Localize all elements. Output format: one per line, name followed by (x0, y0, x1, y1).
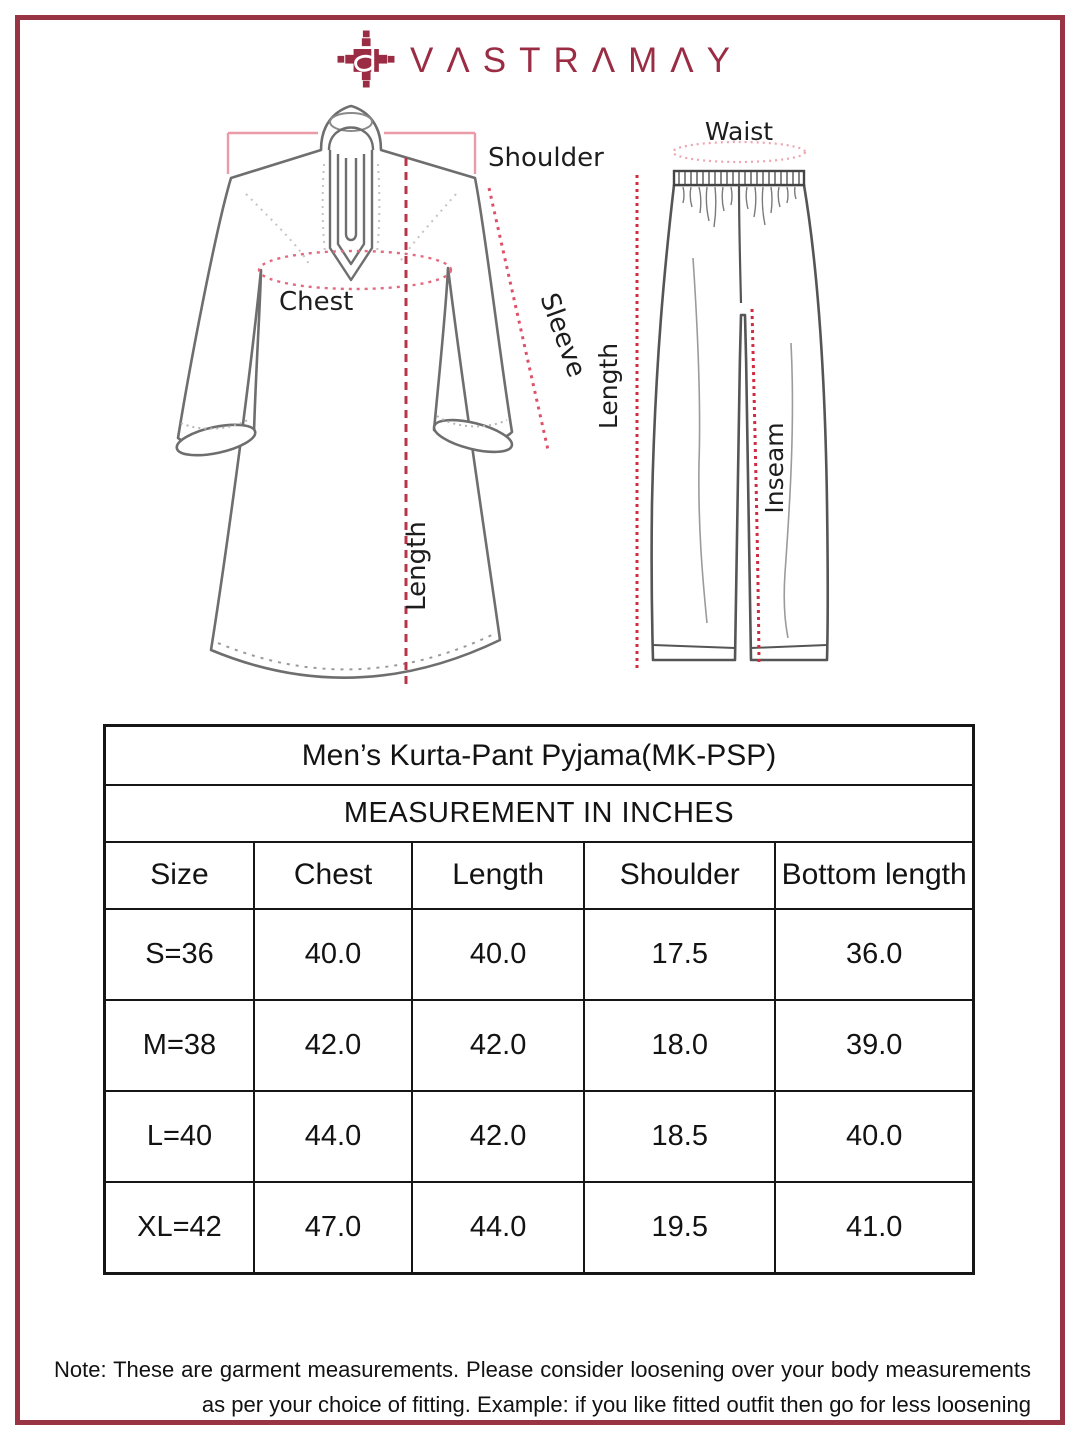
column-header-chest: Chest (254, 842, 412, 909)
cell-size: XL=42 (105, 1182, 254, 1274)
cell-shoulder: 18.5 (584, 1091, 775, 1182)
cell-length: 40.0 (412, 909, 584, 1000)
vastramay-logo-icon (337, 30, 395, 88)
table-title: Men’s Kurta-Pant Pyjama(MK-PSP) (105, 726, 974, 786)
kurta-sleeve-label: Sleeve (533, 289, 592, 382)
cell-chest: 40.0 (254, 909, 412, 1000)
kurta-length-label: Length (402, 521, 432, 611)
cell-length: 42.0 (412, 1000, 584, 1091)
pyjama-diagram (595, 103, 995, 708)
cell-bottom-length: 36.0 (775, 909, 973, 1000)
table-row (105, 1000, 974, 1091)
cell-bottom-length: 39.0 (775, 1000, 973, 1091)
cell-length: 44.0 (412, 1182, 584, 1274)
cell-size: S=36 (105, 909, 254, 1000)
cell-bottom-length: 40.0 (775, 1091, 973, 1182)
column-header-size: Size (105, 842, 254, 909)
column-header-length: Length (412, 842, 584, 909)
brand-header (0, 30, 1080, 88)
cell-chest: 42.0 (254, 1000, 412, 1091)
pyjama-length-label: Length (594, 342, 623, 430)
size-chart-table (103, 724, 975, 1275)
cell-bottom-length: 41.0 (775, 1182, 973, 1274)
table-row (105, 1091, 974, 1182)
pyjama-inseam-label: Inseam (760, 422, 789, 514)
cell-length: 42.0 (412, 1091, 584, 1182)
cell-size: M=38 (105, 1000, 254, 1091)
column-header-bottom-length: Bottom length (775, 842, 973, 909)
column-header-shoulder: Shoulder (584, 842, 775, 909)
table-row (105, 1182, 974, 1274)
kurta-diagram (128, 98, 628, 716)
cell-size: L=40 (105, 1091, 254, 1182)
kurta-outline (174, 106, 515, 678)
cell-chest: 44.0 (254, 1091, 412, 1182)
table-subtitle: MEASUREMENT IN INCHES (105, 785, 974, 842)
brand-wordmark: VΛSTRΛMΛY (410, 41, 743, 80)
table-row (105, 909, 974, 1000)
note-text: Note: These are garment measurements. Please consider loosening over your body measurements as per your choice of fitting. Example: if you like fitted outfit then go for less loosening (54, 1357, 1031, 1418)
cell-shoulder: 19.5 (584, 1182, 775, 1274)
cell-chest: 47.0 (254, 1182, 412, 1274)
pyjama-outline (652, 171, 828, 660)
cell-shoulder: 18.0 (584, 1000, 775, 1091)
kurta-shoulder-label: Shoulder (488, 143, 604, 173)
pyjama-waist-label: Waist (704, 117, 774, 146)
kurta-chest-label: Chest (279, 287, 354, 317)
cell-shoulder: 17.5 (584, 909, 775, 1000)
